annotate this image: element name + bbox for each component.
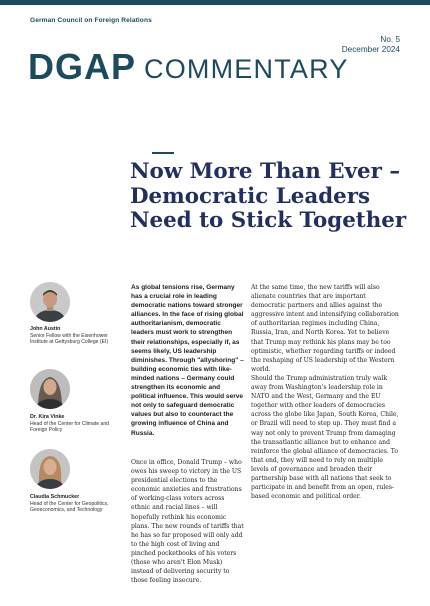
author-name: Claudia Schmucker — [30, 494, 80, 500]
author-name: John Austin — [30, 326, 61, 332]
portrait-woman-icon — [30, 369, 70, 409]
issue-date: December 2024 — [341, 45, 400, 54]
portrait-man-icon — [30, 282, 70, 322]
dgap-logo: DGAP — [28, 46, 137, 87]
title-accent-rule — [152, 152, 174, 154]
article-body-col2-p2: Should the Trump administration truly walk away from Washington's leadership role in NATO and the West, Germany and the EU together with other leaders of democracies across the globe like Japan, South Korea, Chile, or Brazil will need to step up. They must find a way not only to prevent Trump from damaging the transatlantic alliance but to enhance and reinforce the global alliance of democracies. To that end, they will need to rely on multiple levels of governance and broaden their partnership base with all nations that seek to participate in and benefit from an open, rules-based economic and political order. — [251, 375, 399, 501]
article-body-col2-p1: At the same time, the new tariffs will also alienate countries that are important democratic partners and allies against the aggressive intent and intensifying collaboration of authoritarian regimes including China, Russia, Iran, and North Korea. Yet to believe that Trump may rethink his plans may be too optimistic, whether regarding tariffs or indeed the reshaping of US leadership of the Western world. — [251, 284, 399, 373]
author-role: Head of the Center for Geopolitics, Geoeconomics, and Technology — [30, 501, 109, 514]
author-name: Dr. Kira Vinke — [30, 414, 65, 420]
series-name: COMMENTARY — [144, 53, 349, 84]
article-lead: As global tensions rise, Germany has a crucial role in leading democratic nations toward stronger alliances. In the face of rising global authoritarianism, democratic leaders must work to strengthen their relationships, especially if, as seems likely, US leadership diminishes. Through "allyshoring" – building economic ties with like-minded nations – Germany could strengthen its economic and political influence. This would serve not only to safeguard democratic values but also to counteract the growing influence of China and Russia. — [131, 284, 244, 437]
author-role: Head of the Center for Climate and Foreign Policy — [30, 421, 109, 434]
brand-header — [28, 46, 349, 87]
issue-info — [342, 35, 400, 55]
author-role: Senior Fellow with the Eisenhower Institute at Gettysburg College (EI) — [30, 333, 109, 346]
org-name: German Council on Foreign Relations — [30, 17, 152, 24]
top-accent-rule — [0, 0, 430, 5]
article-title: Now More Than Ever – Democratic Leaders Need to Stick Together — [130, 159, 407, 233]
issue-number: No. 5 — [380, 35, 400, 44]
portrait-woman-icon — [30, 449, 70, 489]
article-body-col1: Once in office, Donald Trump – who owes his sweep to victory in the US presidential elections to the economic anxieties and frustrations of working-class voters across ethnic and racial lines – will hopefully rethink his economic plans. The new rounds of tariffs that he has so far proposed will only add to the high cost of living and pinched pocketbooks of his voters (those who aren't Elon Musk) instead of delivering security to those feeling insecure. — [131, 459, 244, 585]
